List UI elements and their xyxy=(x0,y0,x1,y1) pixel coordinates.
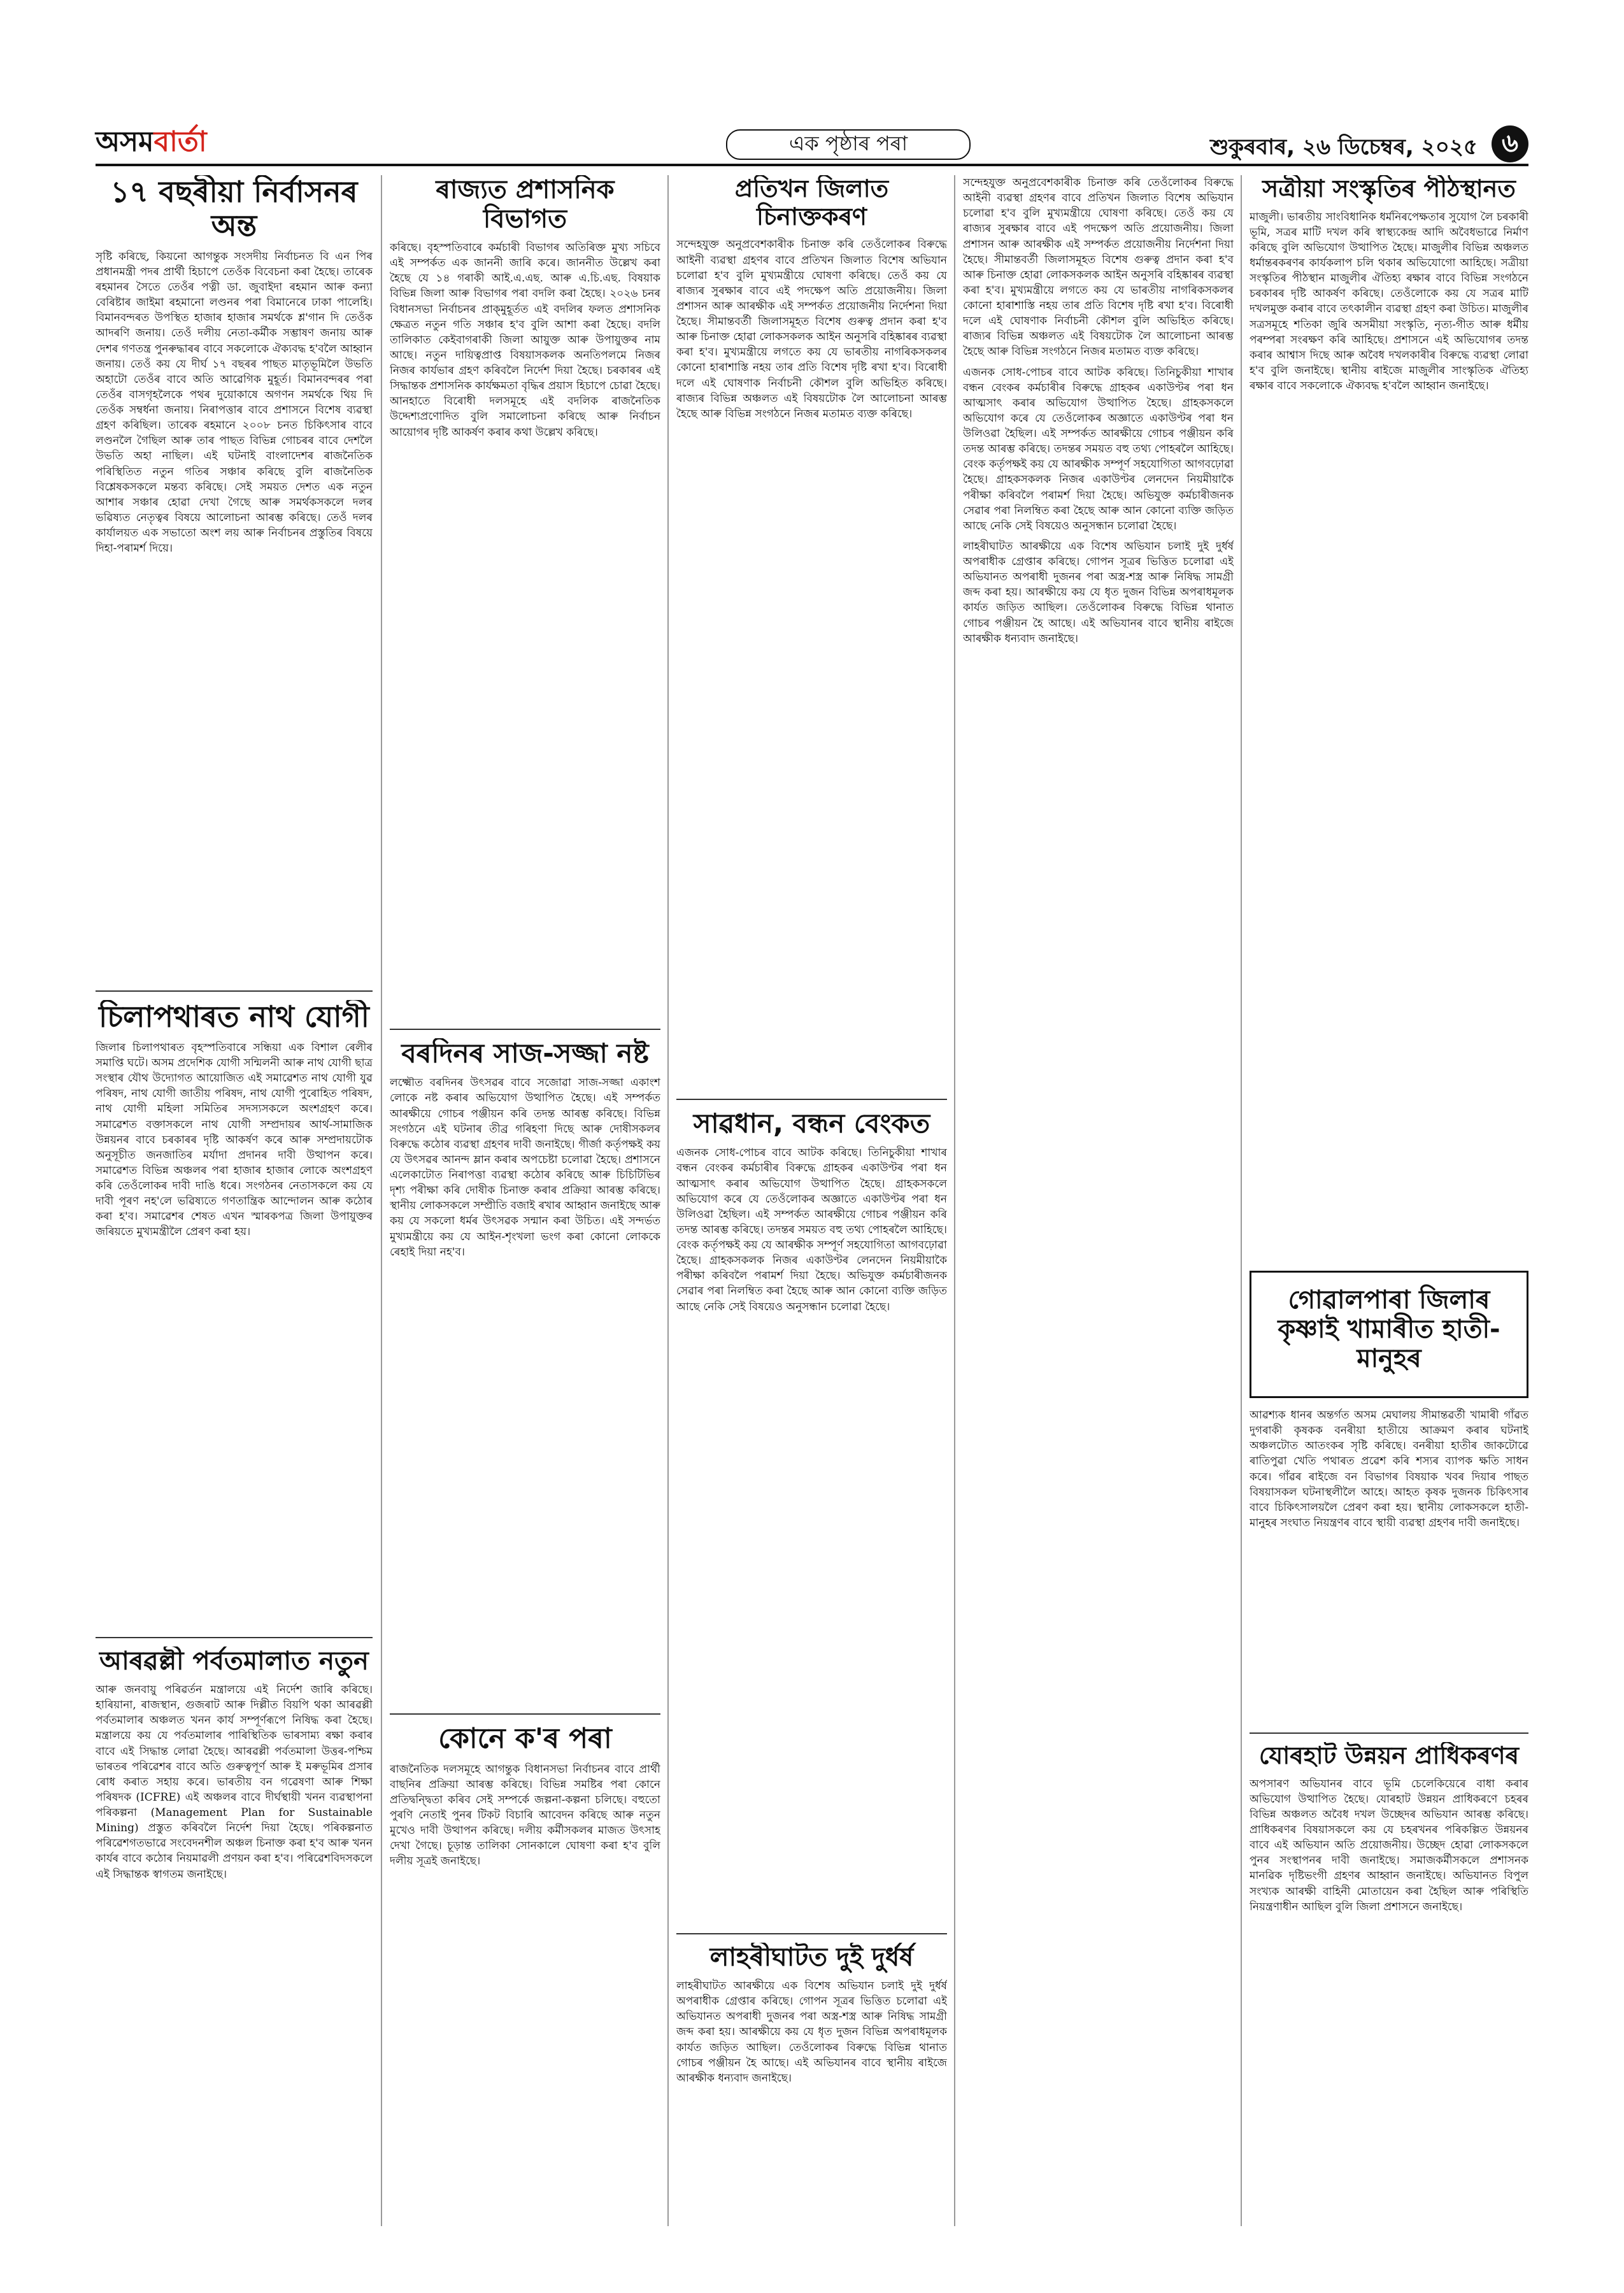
article-satra-culture xyxy=(1250,175,1528,1264)
article-body: সৃষ্টি কৰিছে, কিয়নো আগন্তুক সংসদীয় নিৰ্বাচনত বি এন পিৰ প্ৰধানমন্ত্ৰী পদৰ প্ৰাৰ্থী হিচাপে তেওঁক বিবেচনা কৰা হৈছে। তাৰেক ৰহমানৰ সৈতে তেওঁৰ পত্নী ডা. জুবাইদা ৰহমান আৰু কন্যা বেৰিষ্টাৰ জাইমা ৰহমানো লণ্ডনৰ পৰা বিমানেৰে ঢাকা পালেহি। বিমানবন্দৰত উপস্থিত হাজাৰ হাজাৰ সমৰ্থকে শ্ল'গান দি তেওঁক আদৰণি জনায়। তেওঁ দলীয় নেতা-কৰ্মীক সম্ভাষণ জনায় আৰু দেশৰ গণতন্ত্ৰ পুনৰুদ্ধাৰৰ বাবে সকলোকে ঐক্যবদ্ধ হ'বলৈ আহ্বান জনায়। তেওঁ কয় যে দীৰ্ঘ ১৭ বছৰৰ পাছত মাতৃভূমিলৈ উভতি অহাটো তেওঁৰ বাবে অতি আৱেগিক মুহূৰ্ত। বিমানবন্দৰৰ পৰা তেওঁৰ বাসগৃহলৈকে পথৰ দুয়োকাষে অগণন সমৰ্থকে থিয় দি তেওঁক সম্বৰ্ধনা জনায়। নিৰাপত্তাৰ বাবে প্ৰশাসনে বিশেষ ব্যৱস্থা গ্ৰহণ কৰিছিল। তাৰেক ৰহমানে ২০০৮ চনত চিকিৎসাৰ বাবে লণ্ডনলৈ গৈছিল আৰু তাৰ পাছত বিভিন্ন গোচৰৰ বাবে দেশলৈ উভতি অহা নাছিল। এই ঘটনাই বাংলাদেশৰ ৰাজনৈতিক পৰিস্থিতিত নতুন গতিৰ সঞ্চাৰ কৰিছে বুলি ৰাজনৈতিক বিশ্লেষকসকলে মন্তব্য কৰিছে। সেই সময়ত দেশত এক নতুন আশাৰ সঞ্চাৰ হোৱা দেখা গৈছে আৰু সমৰ্থকসকলে দলৰ ভৱিষ্যত নেতৃত্বৰ বিষয়ে আলোচনা আৰম্ভ কৰিছে। তেওঁ দলৰ কাৰ্যালয়ত এক সভাতো অংশ লয় আৰু নিৰ্বাচনৰ প্ৰস্তুতিৰ বিষয়ে দিহা-পৰামৰ্শ দিয়ে। xyxy=(96,250,373,555)
article-divider xyxy=(390,1713,660,1715)
newspaper-page xyxy=(96,124,1528,2232)
article-exile-ends xyxy=(96,175,373,984)
article-body: কৰিছে। বৃহস্পতিবাৰে কৰ্মচাৰী বিভাগৰ অতিৰিক্ত মুখ্য সচিবে এই সম্পৰ্কত এক জাননী জাৰি কৰে। জাননীত উল্লেখ কৰা হৈছে যে ১৪ গৰাকী আই.এ.এছ. আৰু এ.চি.এছ. বিষয়াক বিভিন্ন জিলা আৰু বিভাগৰ পৰা বদলি কৰা হৈছে। ২০২৬ চনৰ বিধানসভা নিৰ্বাচনৰ প্ৰাক্‌মুহূৰ্তত এই বদলিৰ ফলত প্ৰশাসনিক ক্ষেত্ৰত নতুন গতি সঞ্চাৰ হ'ব বুলি আশা কৰা হৈছে। বদলি তালিকাত কেইবাগৰাকী জিলা আয়ুক্ত আৰু উপায়ুক্তৰ নাম আছে। নতুন দায়িত্বপ্ৰাপ্ত বিষয়াসকলক অনতিপলমে নিজৰ নিজৰ কাৰ্যভাৰ গ্ৰহণ কৰিবলৈ নিৰ্দেশ দিয়া হৈছে। চৰকাৰৰ এই সিদ্ধান্তক প্ৰশাসনিক কাৰ্যক্ষমতা বৃদ্ধিৰ প্ৰয়াস হিচাপে চোৱা হৈছে। আনহাতে বিৰোধী দলসমূহে এই বদলিক ৰাজনৈতিক উদ্দেশ্যপ্ৰণোদিত বুলি সমালোচনা কৰিছে আৰু নিৰ্বাচন আয়োগৰ দৃষ্টি আকৰ্ষণ কৰাৰ কথা উল্লেখ কৰিছে। xyxy=(390,241,660,439)
article-body: লাহৰীঘাটত আৰক্ষীয়ে এক বিশেষ অভিযান চলাই দুই দুৰ্ধৰ্ষ অপৰাধীক গ্ৰেপ্তাৰ কৰিছে। গোপন সূত্ৰৰ ভিত্তিত চলোৱা এই অভিযানত অপৰাধী দুজনৰ পৰা অস্ত্ৰ-শস্ত্ৰ আৰু নিষিদ্ধ সামগ্ৰী জব্দ কৰা হয়। আৰক্ষীয়ে কয় যে ধৃত দুজন বিভিন্ন অপৰাধমূলক কাৰ্যত জড়িত আছিল। তেওঁলোকৰ বিৰুদ্ধে বিভিন্ন থানাত গোচৰ পঞ্জীয়ন হৈ আছে। এই অভিযানৰ বাবে স্থানীয় ৰাইজে আৰক্ষীক ধন্যবাদ জনাইছে। xyxy=(676,1980,947,2085)
article-divider xyxy=(676,1933,947,1934)
section-title: এক পৃষ্ঠাৰ পৰা xyxy=(726,129,971,160)
column-rule xyxy=(954,175,955,2226)
column-rule xyxy=(1241,175,1242,2226)
article-aravalli xyxy=(96,1647,373,2226)
article-body: লক্ষ্মৌত বৰদিনৰ উৎসৱৰ বাবে সজোৱা সাজ-সজ্জা একাংশ লোকে নষ্ট কৰাৰ অভিযোগ উত্থাপিত হৈছে। এই সম্পৰ্কত আৰক্ষীয়ে গোচৰ পঞ্জীয়ন কৰি তদন্ত আৰম্ভ কৰিছে। বিভিন্ন সংগঠনে এই ঘটনাৰ তীব্ৰ গৰিহণা দিছে আৰু দোষীসকলৰ বিৰুদ্ধে কঠোৰ ব্যৱস্থা গ্ৰহণৰ দাবী জনাইছে। গীৰ্জা কৰ্তৃপক্ষই কয় যে উৎসৱৰ আনন্দ ম্লান কৰাৰ অপচেষ্টা চলোৱা হৈছে। প্ৰশাসনে এলেকাটোত নিৰাপত্তা ব্যৱস্থা কঠোৰ কৰিছে আৰু চিচিটিভিৰ দৃশ্য পৰীক্ষা কৰি দোষীক চিনাক্ত কৰাৰ প্ৰক্ৰিয়া আৰম্ভ কৰিছে। স্থানীয় লোকসকলে সম্প্ৰীতি বজাই ৰখাৰ আহ্বান জনাইছে আৰু কয় যে সকলো ধৰ্মৰ উৎসৱক সন্মান কৰা উচিত। এই সন্দৰ্ভত মুখ্যমন্ত্ৰীয়ে কয় যে আইন-শৃংখলা ভংগ কৰা কোনো লোককে ৰেহাই দিয়া নহ'ব। xyxy=(390,1076,660,1259)
article-district-identification xyxy=(676,175,947,1092)
article-lahorighat xyxy=(676,1943,947,2226)
article-divider xyxy=(1250,1732,1528,1734)
page-number: ৬ xyxy=(1492,125,1528,162)
headline: বৰদিনৰ সাজ-সজ্জা নষ্ট xyxy=(401,1038,649,1069)
headline: গোৱালপাৰা জিলাৰ কৃষ্ণাই খামাৰীত হাতী-মানুহৰ xyxy=(1278,1285,1500,1373)
headline: যোৰহাট উন্নয়ন প্ৰাধিকৰণৰ xyxy=(1258,1742,1520,1769)
article-bandhan-bank xyxy=(676,1108,947,1927)
article-body: মাজুলী। ভাৰতীয় সাংবিধানিক ধৰ্মনিৰপেক্ষতাৰ সুযোগ লৈ চৰকাৰী ভূমি, সত্ৰৰ মাটি দখল কৰি স্বাস্থ্যকেন্দ্ৰ আদি অবৈধভাৱে নিৰ্মাণ কৰিছে বুলি অভিযোগ উত্থাপিত হৈছে। মাজুলীৰ বিভিন্ন অঞ্চলত ধৰ্মান্তৰকৰণৰ কাৰ্যকলাপ চলি থকাৰ অভিযোগো আহিছে। সত্ৰীয়া সংস্কৃতিৰ পীঠস্থান মাজুলীৰ ঐতিহ্য ৰক্ষাৰ বাবে বিভিন্ন সংগঠনে চৰকাৰৰ দৃষ্টি আকৰ্ষণ কৰিছে। তেওঁলোকে কয় যে সত্ৰৰ মাটি দখলমুক্ত কৰাৰ বাবে তৎকালীন ব্যৱস্থা গ্ৰহণ কৰা উচিত। মাজুলীৰ সত্ৰসমূহে শতিকা জুৰি অসমীয়া সংস্কৃতি, নৃত্য-গীত আৰু ধৰ্মীয় পৰম্পৰা সংৰক্ষণ কৰি আহিছে। প্ৰশাসনে এই অভিযোগৰ তদন্ত কৰাৰ আশ্বাস দিছে আৰু অবৈধ দখলকাৰীৰ বিৰুদ্ধে ব্যৱস্থা লোৱা হ'ব বুলি জনাইছে। স্থানীয় ৰাইজে মাজুলীৰ সাংস্কৃতিক ঐতিহ্য ৰক্ষাৰ বাবে সকলোকে ঐক্যবদ্ধ হ'বলৈ আহ্বান জনাইছে। xyxy=(1250,210,1528,393)
column-rule xyxy=(381,175,382,2226)
article-continuation-column xyxy=(963,175,1234,2226)
article-body: জিলাৰ চিলাপথাৰত বৃহস্পতিবাৰে সন্ধিয়া এক বিশাল ৰেলীৰ সমাপ্তি ঘটে। অসম প্ৰদেশিক যোগী সন্মিলনী আৰু নাথ যোগী ছাত্ৰ সংস্থাৰ যৌথ উদ্যোগত আয়োজিত এই সমাৱেশত নাথ যোগী যুৱ পৰিষদ, নাথ যোগী জাতীয় পৰিষদ, নাথ যোগী পুৰোহিত পৰিষদ, নাথ যোগী মহিলা সমিতিৰ সদস্যসকলে অংশগ্ৰহণ কৰে। সমাৱেশত বক্তাসকলে নাথ যোগী সম্প্ৰদায়ৰ আৰ্থ-সামাজিক উন্নয়নৰ বাবে চৰকাৰৰ দৃষ্টি আকৰ্ষণ কৰে আৰু সম্প্ৰদায়টোক অনুসূচীত জনজাতিৰ মৰ্যাদা প্ৰদানৰ দাবী উত্থাপন কৰে। সমাৱেশত বিভিন্ন অঞ্চলৰ পৰা হাজাৰ হাজাৰ লোকে অংশগ্ৰহণ কৰি তেওঁলোকৰ দাবী দাঙি ধৰে। সংগঠনৰ নেতাসকলে কয় যে দাবী পূৰণ নহ'লে ভৱিষ্যতে গণতান্ত্ৰিক আন্দোলন আৰু কঠোৰ কৰা হ'ব। সমাৱেশৰ শেষত এখন স্মাৰকপত্ৰ জিলা উপায়ুক্তৰ জৰিয়তে মুখ্যমন্ত্ৰীলৈ প্ৰেৰণ কৰা হয়। xyxy=(96,1041,373,1239)
article-jorhat-development xyxy=(1250,1742,1528,2226)
headline: প্ৰতিখন জিলাত চিনাক্তকৰণ xyxy=(734,175,889,231)
headline: ১৭ বছৰীয়া নিৰ্বাসনৰ অন্ত xyxy=(110,175,358,243)
article-body: এজনক সোধ-পোচৰ বাবে আটক কৰিছে। তিনিচুকীয়া শাখাৰ বন্ধন বেংকৰ কৰ্মচাৰীৰ বিৰুদ্ধে গ্ৰাহকৰ একাউণ্টৰ পৰা ধন আত্মসাৎ কৰাৰ অভিযোগ উত্থাপিত হৈছে। গ্ৰাহকসকলে অভিযোগ কৰে যে তেওঁলোকৰ অজ্ঞাতে একাউণ্টৰ পৰা ধন উলিওৱা হৈছিল। এই সম্পৰ্কত আৰক্ষীয়ে গোচৰ পঞ্জীয়ন কৰি তদন্ত আৰম্ভ কৰিছে। তদন্তৰ সময়ত বহু তথ্য পোহৰলৈ আহিছে। বেংক কৰ্তৃপক্ষই কয় যে আৰক্ষীক সম্পূৰ্ণ সহযোগিতা আগবঢ়োৱা হৈছে। গ্ৰাহকসকলক নিজৰ একাউণ্টৰ লেনদেন নিয়মীয়াকৈ পৰীক্ষা কৰিবলৈ পৰামৰ্শ দিয়া হৈছে। অভিযুক্ত কৰ্মচাৰীজনক সেৱাৰ পৰা নিলম্বিত কৰা হৈছে আৰু আন কোনো ব্যক্তি জড়িত আছে নেকি সেই বিষয়েও অনুসন্ধান চলোৱা হৈছে। xyxy=(676,1146,947,1313)
article-administrative-transfer xyxy=(390,175,660,1022)
article-body: অপসাৰণ অভিযানৰ বাবে ভূমি চেলেকিয়েৰে বাধা কৰাৰ অভিযোগ উত্থাপিত হৈছে। যোৰহাট উন্নয়ন প্ৰাধিকৰণে চহৰৰ বিভিন্ন অঞ্চলত অবৈধ দখল উচ্ছেদৰ অভিযান আৰম্ভ কৰিছে। প্ৰাধিকৰণৰ বিষয়াসকলে কয় যে চহৰখনৰ পৰিকল্পিত উন্নয়নৰ বাবে এই অভিযান অতি প্ৰয়োজনীয়। উচ্ছেদ হোৱা লোকসকলে পুনৰ সংস্থাপনৰ দাবী জনাইছে। সমাজকৰ্মীসকলে প্ৰশাসনক মানৱিক দৃষ্টিভংগী গ্ৰহণৰ আহ্বান জনাইছে। অভিযানত বিপুল সংখ্যক আৰক্ষী বাহিনী মোতায়েন কৰা হৈছিল আৰু পৰিস্থিতি নিয়ন্ত্ৰণাধীন আছিল বুলি জিলা প্ৰশাসনে জনাইছে। xyxy=(1250,1777,1528,1913)
masthead xyxy=(96,124,1528,166)
logo-part1: অসম xyxy=(96,125,154,158)
headline-box-goalpara xyxy=(1250,1271,1528,1398)
headline: আৰৱল্লী পৰ্বতমালাত নতুন xyxy=(99,1647,369,1676)
issue-date: শুকুৰবাৰ, ২৬ ডিচেম্বৰ, ২০২৫ xyxy=(1209,134,1478,160)
headline: চিলাপথাৰত নাথ যোগী xyxy=(99,1000,369,1034)
article-who-from-where xyxy=(390,1723,660,2226)
article-body-continued: এজনক সোধ-পোচৰ বাবে আটক কৰিছে। তিনিচুকীয়া শাখাৰ বন্ধন বেংকৰ কৰ্মচাৰীৰ বিৰুদ্ধে গ্ৰাহকৰ একাউণ্টৰ পৰা ধন আত্মসাৎ কৰাৰ অভিযোগ উত্থাপিত হৈছে। গ্ৰাহকসকলে অভিযোগ কৰে যে তেওঁলোকৰ অজ্ঞাতে একাউণ্টৰ পৰা ধন উলিওৱা হৈছিল। এই সম্পৰ্কত আৰক্ষীয়ে গোচৰ পঞ্জীয়ন কৰি তদন্ত আৰম্ভ কৰিছে। তদন্তৰ সময়ত বহু তথ্য পোহৰলৈ আহিছে। বেংক কৰ্তৃপক্ষই কয় যে আৰক্ষীক সম্পূৰ্ণ সহযোগিতা আগবঢ়োৱা হৈছে। গ্ৰাহকসকলক নিজৰ একাউণ্টৰ লেনদেন নিয়মীয়াকৈ পৰীক্ষা কৰিবলৈ পৰামৰ্শ দিয়া হৈছে। অভিযুক্ত কৰ্মচাৰীজনক সেৱাৰ পৰা নিলম্বিত কৰা হৈছে আৰু আন কোনো ব্যক্তি জড়িত আছে নেকি সেই বিষয়েও অনুসন্ধান চলোৱা হৈছে। xyxy=(963,366,1234,532)
article-divider xyxy=(390,1029,660,1030)
headline: সত্ৰীয়া সংস্কৃতিৰ পীঠস্থানত xyxy=(1262,175,1516,203)
article-goalpara-elephant xyxy=(1250,1408,1528,1726)
article-body: সন্দেহযুক্ত অনুপ্ৰবেশকাৰীক চিনাক্ত কৰি তেওঁলোকৰ বিৰুদ্ধে আইনী ব্যৱস্থা গ্ৰহণৰ বাবে প্ৰতিখন জিলাত বিশেষ অভিযান চলোৱা হ'ব বুলি মুখ্যমন্ত্ৰীয়ে ঘোষণা কৰিছে। তেওঁ কয় যে ৰাজ্যৰ সুৰক্ষাৰ বাবে এই পদক্ষেপ অতি প্ৰয়োজনীয়। জিলা প্ৰশাসন আৰু আৰক্ষীক এই সম্পৰ্কত প্ৰয়োজনীয় নিৰ্দেশনা দিয়া হৈছে। সীমান্তবৰ্তী জিলাসমূহত বিশেষ গুৰুত্ব প্ৰদান কৰা হ'ব আৰু চিনাক্ত হোৱা লোকসকলক আইন অনুসৰি বহিষ্কাৰৰ ব্যৱস্থা কৰা হ'ব। মুখ্যমন্ত্ৰীয়ে লগতে কয় যে ভাৰতীয় নাগৰিকসকলৰ কোনো হাৰাশাস্তি নহয় তাৰ প্ৰতি বিশেষ দৃষ্টি ৰখা হ'ব। বিৰোধী দলে এই ঘোষণাক নিৰ্বাচনী কৌশল বুলি অভিহিত কৰিছে। ৰাজ্যৰ বিভিন্ন অঞ্চলত এই বিষয়টোক লৈ আলোচনা আৰম্ভ হৈছে আৰু বিভিন্ন সংগঠনে নিজৰ মতামত ব্যক্ত কৰিছে। xyxy=(676,238,947,420)
article-divider xyxy=(96,990,373,992)
article-body: আৱশ্যক ধানৰ অন্তৰ্গত অসম মেঘালয় সীমান্তৱৰ্তী খামাৰী গাঁৱত দুগৰাকী কৃষকক বনৰীয়া হাতীয়ে আক্ৰমণ কৰাৰ ঘটনাই অঞ্চলটোত আতংকৰ সৃষ্টি কৰিছে। বনৰীয়া হাতীৰ জাকটোৱে ৰাতিপুৱা খেতি পথাৰত প্ৰৱেশ কৰি শস্যৰ ব্যাপক ক্ষতি সাধন কৰে। গাঁৱৰ ৰাইজে বন বিভাগৰ বিষয়াক খবৰ দিয়াৰ পাছত বিষয়াসকল ঘটনাস্থলীলৈ আহে। আহত কৃষক দুজনক চিকিৎসাৰ বাবে চিকিৎসালয়লৈ প্ৰেৰণ কৰা হয়। স্থানীয় লোকসকলে হাতী-মানুহৰ সংঘাত নিয়ন্ত্ৰণৰ বাবে স্থায়ী ব্যৱস্থা গ্ৰহণৰ দাবী জনাইছে। xyxy=(1250,1409,1528,1529)
headline: লাহৰীঘাটত দুই দুৰ্ধৰ্ষ xyxy=(709,1943,914,1972)
headline: সাৱধান, বন্ধন বেংকত xyxy=(693,1108,930,1139)
article-body-continued: সন্দেহযুক্ত অনুপ্ৰবেশকাৰীক চিনাক্ত কৰি তেওঁলোকৰ বিৰুদ্ধে আইনী ব্যৱস্থা গ্ৰহণৰ বাবে প্ৰতিখন জিলাত বিশেষ অভিযান চলোৱা হ'ব বুলি মুখ্যমন্ত্ৰীয়ে ঘোষণা কৰিছে। তেওঁ কয় যে ৰাজ্যৰ সুৰক্ষাৰ বাবে এই পদক্ষেপ অতি প্ৰয়োজনীয়। জিলা প্ৰশাসন আৰু আৰক্ষীক এই সম্পৰ্কত প্ৰয়োজনীয় নিৰ্দেশনা দিয়া হৈছে। সীমান্তবৰ্তী জিলাসমূহত বিশেষ গুৰুত্ব প্ৰদান কৰা হ'ব আৰু চিনাক্ত হোৱা লোকসকলক আইন অনুসৰি বহিষ্কাৰৰ ব্যৱস্থা কৰা হ'ব। মুখ্যমন্ত্ৰীয়ে লগতে কয় যে ভাৰতীয় নাগৰিকসকলৰ কোনো হাৰাশাস্তি নহয় তাৰ প্ৰতি বিশেষ দৃষ্টি ৰখা হ'ব। বিৰোধী দলে এই ঘোষণাক নিৰ্বাচনী কৌশল বুলি অভিহিত কৰিছে। ৰাজ্যৰ বিভিন্ন অঞ্চলত এই বিষয়টোক লৈ আলোচনা আৰম্ভ হৈছে আৰু বিভিন্ন সংগঠনে নিজৰ মতামত ব্যক্ত কৰিছে। xyxy=(963,176,1234,359)
article-body: ৰাজনৈতিক দলসমূহে আগন্তুক বিধানসভা নিৰ্বাচনৰ বাবে প্ৰাৰ্থী বাছনিৰ প্ৰক্ৰিয়া আৰম্ভ কৰিছে। বিভিন্ন সমষ্টিৰ পৰা কোনে প্ৰতিদ্বন্দ্বিতা কৰিব সেই সম্পৰ্কে জল্পনা-কল্পনা চলিছে। বহুতো পুৰণি নেতাই পুনৰ টিকট বিচাৰি আবেদন কৰিছে আৰু নতুন মুখেও দাবী উত্থাপন কৰিছে। দলীয় কৰ্মীসকলৰ মাজত উৎসাহ দেখা গৈছে। চূড়ান্ত তালিকা সোনকালে ঘোষণা কৰা হ'ব বুলি দলীয় সূত্ৰই জনাইছে। xyxy=(390,1762,660,1868)
article-nath-yogi xyxy=(96,1000,373,1631)
article-body: আৰু জনবায়ু পৰিৱৰ্তন মন্ত্ৰালয়ে এই নিৰ্দেশ জাৰি কৰিছে। হাৰিয়ানা, ৰাজস্থান, গুজৰাট আৰু দিল্লীত বিয়পি থকা আৰৱল্লী পৰ্বতমালাৰ অঞ্চলত খনন কাৰ্য সম্পূৰ্ণৰূপে নিষিদ্ধ কৰা হৈছে। মন্ত্ৰালয়ে কয় যে পৰ্বতমালাৰ পাৰিস্থিতিক ভাৰসাম্য ৰক্ষা কৰাৰ বাবে এই সিদ্ধান্ত লোৱা হৈছে। আৰৱল্লী পৰ্বতমালা উত্তৰ-পশ্চিম ভাৰতৰ পৰিৱেশৰ বাবে অতি গুৰুত্বপূৰ্ণ আৰু ই মৰুভূমিৰ প্ৰসাৰ ৰোধ কৰাত সহায় কৰে। ভাৰতীয় বন গৱেষণা আৰু শিক্ষা পৰিষদক (ICFRE) এই অঞ্চলৰ বাবে দীৰ্ঘস্থায়ী খনন ব্যৱস্থাপনা পৰিকল্পনা (Management Plan for Sustainable Mining) প্ৰস্তুত কৰিবলৈ নিৰ্দেশ দিয়া হৈছে। পৰিকল্পনাত পৰিৱেশগতভাৱে সংবেদনশীল অঞ্চল চিনাক্ত কৰা হ'ব আৰু খনন কাৰ্যৰ বাবে কঠোৰ নিয়মাৱলী প্ৰণয়ন কৰা হ'ব। পৰিৱেশবিদসকলে এই সিদ্ধান্তক স্বাগতম জনাইছে। xyxy=(96,1683,373,1881)
headline: কোনে ক'ৰ পৰা xyxy=(438,1723,612,1755)
article-christmas-decor xyxy=(390,1038,660,1707)
article-divider xyxy=(676,1099,947,1100)
article-body-continued: লাহৰীঘাটত আৰক্ষীয়ে এক বিশেষ অভিযান চলাই দুই দুৰ্ধৰ্ষ অপৰাধীক গ্ৰেপ্তাৰ কৰিছে। গোপন সূত্ৰৰ ভিত্তিত চলোৱা এই অভিযানত অপৰাধী দুজনৰ পৰা অস্ত্ৰ-শস্ত্ৰ আৰু নিষিদ্ধ সামগ্ৰী জব্দ কৰা হয়। আৰক্ষীয়ে কয় যে ধৃত দুজন বিভিন্ন অপৰাধমূলক কাৰ্যত জড়িত আছিল। তেওঁলোকৰ বিৰুদ্ধে বিভিন্ন থানাত গোচৰ পঞ্জীয়ন হৈ আছে। এই অভিযানৰ বাবে স্থানীয় ৰাইজে আৰক্ষীক ধন্যবাদ জনাইছে। xyxy=(963,539,1234,645)
article-divider xyxy=(96,1637,373,1638)
newspaper-logo xyxy=(96,125,207,161)
column-rule xyxy=(667,175,669,2226)
headline: ৰাজ্যত প্ৰশাসনিক বিভাগত xyxy=(436,175,615,234)
logo-part2: বাৰ্তা xyxy=(153,125,207,158)
